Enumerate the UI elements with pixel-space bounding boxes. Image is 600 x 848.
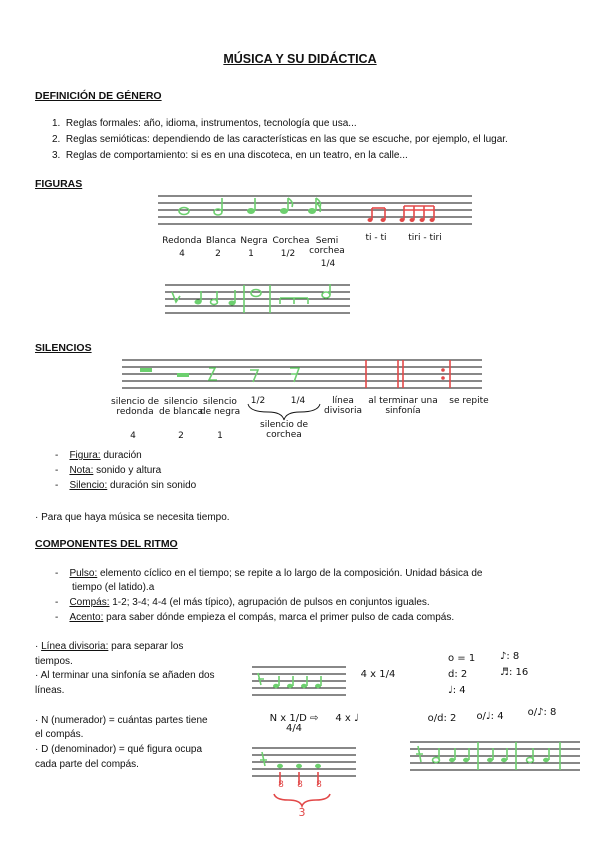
def-text: para saber dónde empieza el compás, marca el primer pulso de cada compás. bbox=[106, 612, 455, 623]
list-item: - Figura: duración bbox=[55, 450, 142, 461]
heading-ritmo: COMPONENTES DEL RITMO bbox=[35, 538, 178, 550]
list-item: - Pulso: elemento cíclico en el tiempo; se repite a lo largo de la composición. Unidad básica de bbox=[55, 568, 483, 579]
list-item: - Compás: 1-2; 3-4; 4-4 (el más típico), agrupación de pulsos en conjuntos iguales. bbox=[55, 597, 430, 608]
label-negra: Negra bbox=[240, 236, 268, 246]
eq-ratio-blanca: o/d: 2 bbox=[427, 713, 457, 724]
label-silencio-redonda: silencio de redonda bbox=[111, 397, 159, 417]
list-num: 3. bbox=[52, 150, 61, 161]
def-continuation: cada parte del compás. bbox=[35, 759, 139, 770]
label-sinfonia: al terminar una sinfonía bbox=[368, 396, 438, 416]
list-num: 2. bbox=[52, 134, 61, 145]
page-title: MÚSICA Y SU DIDÁCTICA bbox=[223, 52, 377, 66]
heading-genero: DEFINICIÓN DE GÉNERO bbox=[35, 90, 162, 102]
label-ti-ti: ti - ti bbox=[365, 233, 387, 243]
def-continuation: el compás. bbox=[35, 729, 84, 740]
label-quarter: 1/4 bbox=[290, 396, 306, 406]
eq-semicorchea: ♬: 16 bbox=[500, 667, 529, 678]
value-redonda: 4 bbox=[179, 249, 185, 259]
label-redonda: Redonda bbox=[162, 236, 202, 246]
def-text: 1-2; 3-4; 4-4 (el más típico), agrupación de pulsos en conjuntos iguales. bbox=[112, 597, 430, 608]
label-half: 1/2 bbox=[250, 396, 266, 406]
def-continuation: tiempo (el latido).a bbox=[72, 582, 155, 593]
label-linea-divisoria: línea divisoria bbox=[324, 396, 362, 416]
numerador-note: · N (numerador) = cuántas partes tiene bbox=[35, 715, 208, 726]
value-silencio-redonda: 4 bbox=[130, 431, 136, 441]
label-blanca: Blanca bbox=[205, 236, 237, 246]
def-text: para separar los bbox=[111, 641, 184, 652]
def-text: elemento cíclico en el tiempo; se repite a lo largo de la composición. Unidad básica de bbox=[100, 568, 483, 579]
heading-figuras: FIGURAS bbox=[35, 178, 83, 190]
list-item: - Silencio: duración sin sonido bbox=[55, 480, 197, 491]
def-term: Figura: bbox=[69, 450, 101, 461]
def-text: duración sin sonido bbox=[110, 480, 197, 491]
value-corchea: 1/2 bbox=[280, 249, 296, 259]
def-term: Línea divisoria: bbox=[41, 641, 109, 652]
red-3: 3 bbox=[298, 806, 306, 819]
label-tiri-tiri: tiri - tiri bbox=[408, 233, 442, 243]
note-tiempo: · Para que haya música se necesita tiempo. bbox=[35, 512, 230, 523]
red-8: 8 bbox=[316, 780, 322, 790]
def-continuation: líneas. bbox=[35, 685, 65, 696]
hand-4x14: 4 x 1/4 bbox=[360, 669, 396, 680]
eq-ratio-negra: o/♩: 4 bbox=[476, 711, 504, 722]
eq-blanca: d: 2 bbox=[448, 669, 468, 680]
hand-nd: N x 1/D ⇨ 4/4 bbox=[269, 713, 319, 734]
def-term: Compás: bbox=[69, 597, 110, 608]
label-corchea: Corchea bbox=[272, 236, 310, 246]
eq-ratio-corchea: o/♪: 8 bbox=[527, 707, 557, 718]
value-silencio-negra: 1 bbox=[217, 431, 223, 441]
def-text: Al terminar una sinfonía se añaden dos bbox=[40, 670, 215, 681]
red-8: 8 bbox=[297, 780, 303, 790]
heading-silencios: SILENCIOS bbox=[35, 342, 92, 354]
value-semicorchea: 1/4 bbox=[320, 259, 336, 269]
def-text: duración bbox=[103, 450, 142, 461]
def-text: D (denominador) = qué figura ocupa bbox=[41, 744, 203, 755]
value-blanca: 2 bbox=[215, 249, 221, 259]
list-item: - Nota: sonido y altura bbox=[55, 465, 162, 476]
label-se-repite: se repite bbox=[449, 396, 489, 406]
list-text: Reglas semióticas: dependiendo de las características en las que se escuche, por ejemplo, el lugar. bbox=[65, 134, 508, 145]
list-num: 1. bbox=[52, 118, 61, 129]
value-negra: 1 bbox=[248, 249, 254, 259]
def-term: Nota: bbox=[69, 465, 94, 476]
label-semicorchea: Semi corchea bbox=[309, 236, 345, 256]
eq-redonda: o = 1 bbox=[448, 653, 476, 664]
def-term: Silencio: bbox=[69, 480, 108, 491]
def-term: Pulso: bbox=[69, 568, 98, 579]
hand-4xnegra: 4 x ♩ bbox=[335, 713, 359, 724]
denominador-note: · D (denominador) = qué figura ocupa bbox=[35, 744, 203, 755]
label-silencio-negra: silencio de negra bbox=[199, 397, 241, 417]
note-text: Para que haya música se necesita tiempo. bbox=[41, 512, 230, 523]
def-continuation: tiempos. bbox=[35, 656, 73, 667]
list-item: - Acento: para saber dónde empieza el compás, marca el primer pulso de cada compás. bbox=[55, 612, 455, 623]
value-silencio-blanca: 2 bbox=[178, 431, 184, 441]
label-silencio-blanca: silencio de blanca bbox=[158, 397, 203, 417]
label-silencio-corchea: silencio de corchea bbox=[260, 420, 308, 440]
eq-corchea: ♪: 8 bbox=[500, 651, 520, 662]
linea-divisoria-note: · Línea divisoria: para separar los bbox=[35, 641, 184, 652]
def-text: N (numerador) = cuántas partes tiene bbox=[41, 715, 208, 726]
sinfonia-note: · Al terminar una sinfonía se añaden dos bbox=[35, 670, 215, 681]
list-text: Reglas formales: año, idioma, instrumentos, tecnología que usa... bbox=[65, 118, 357, 129]
def-text: sonido y altura bbox=[96, 465, 162, 476]
red-8: 8 bbox=[278, 780, 284, 790]
eq-negra: ♩: 4 bbox=[448, 685, 466, 696]
def-term: Acento: bbox=[69, 612, 104, 623]
list-text: Reglas de comportamiento: si es en una discoteca, en un teatro, en la calle... bbox=[65, 150, 408, 161]
